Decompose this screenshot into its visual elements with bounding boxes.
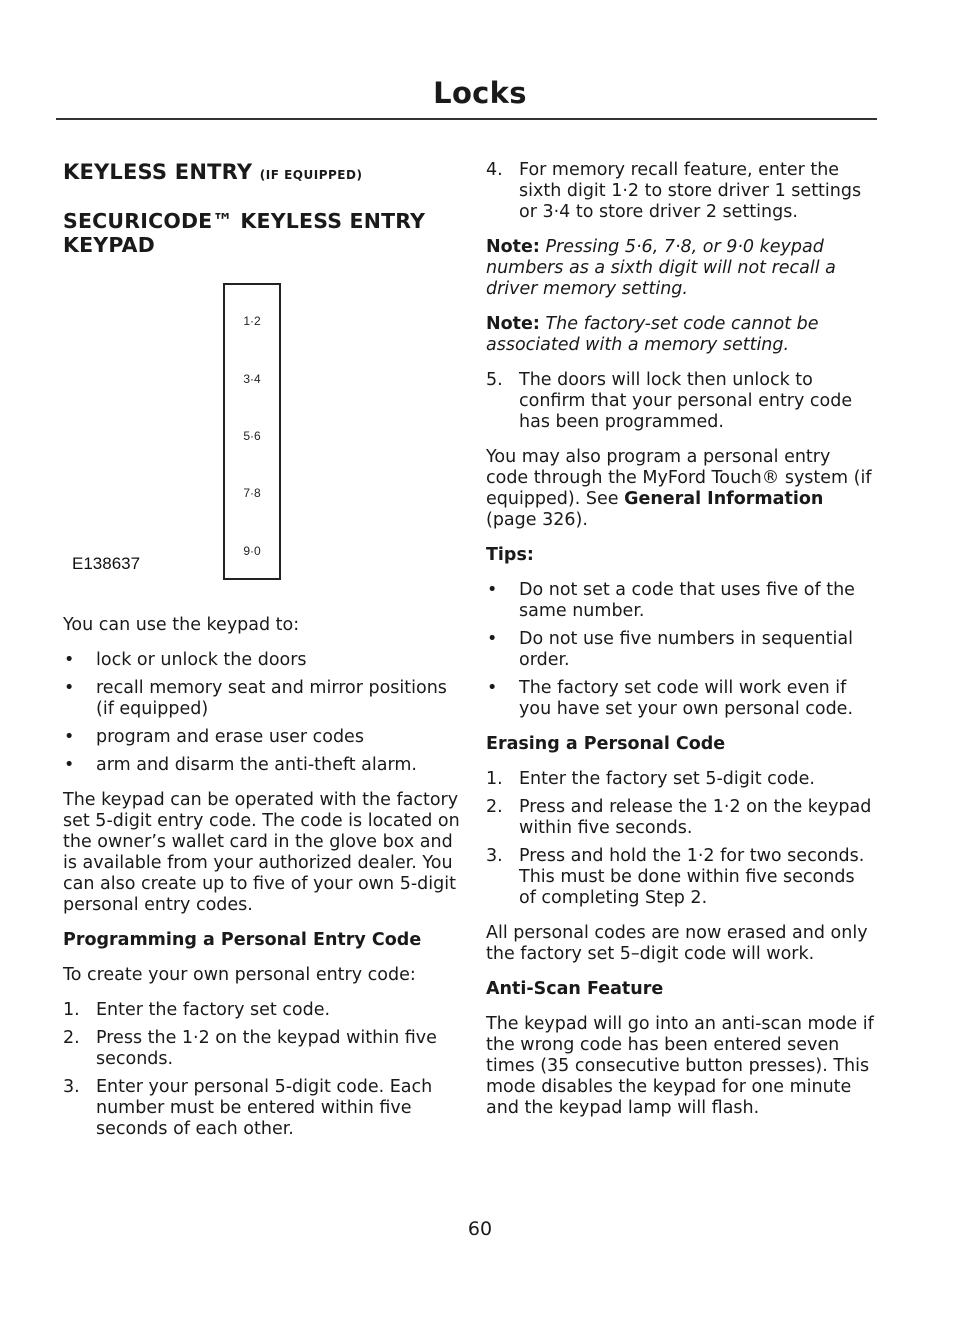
page-number: 60: [467, 1218, 493, 1240]
note-label: Note:: [486, 237, 540, 257]
programming-heading: Programming a Personal Entry Code: [63, 930, 422, 950]
figure-id: E138637: [72, 554, 141, 573]
erasing-heading: Erasing a Personal Code: [486, 734, 726, 754]
keypad-key-3-4: 3·4: [243, 372, 261, 386]
step-text: Enter the factory set code.: [96, 1000, 331, 1020]
step-number: 2.: [63, 1028, 80, 1048]
myford-paragraph: [486, 447, 876, 531]
tips-list: [486, 580, 876, 720]
heading-if-equipped: (IF EQUIPPED): [259, 168, 363, 182]
left-column: [63, 160, 463, 1154]
keypad-key-7-8: 7·8: [243, 486, 261, 500]
section-heading-keyless-entry: [63, 160, 463, 187]
list-item: • Do not set a code that uses five of the same number.: [486, 580, 876, 622]
step-text: For memory recall feature, enter the sixth digit 1·2 to store driver 1 settings or 3·4 to store driver 2 settings.: [519, 160, 862, 222]
list-item: • program and erase user codes: [63, 727, 463, 748]
list-item: • lock or unlock the doors: [63, 650, 463, 671]
note-factory-code: [486, 314, 876, 356]
general-information-link[interactable]: General Information: [624, 489, 824, 509]
factory-code-paragraph: The keypad can be operated with the factory set 5-digit entry code. The code is located on the owner’s wallet card in the glove box and is available from your authorized dealer. You can also create up to five of your own 5-digit personal entry codes.: [63, 790, 460, 915]
step-number: 5.: [486, 370, 503, 390]
note-label: Note:: [486, 314, 540, 334]
list-item: [486, 769, 876, 790]
step-number: 3.: [486, 846, 503, 866]
list-item: [486, 160, 876, 223]
keypad-uses-list: [63, 650, 463, 776]
myford-text: You may also program a personal entry code through the MyFord Touch® system (if equipped). See: [486, 447, 872, 509]
section-heading-securicode: SECURICODE™ KEYLESS ENTRY KEYPAD: [63, 209, 426, 257]
list-item: • recall memory seat and mirror positions (if equipped): [63, 678, 463, 720]
keypad-uses-intro: You can use the keypad to:: [63, 615, 300, 635]
page-reference: (page 326).: [486, 510, 588, 530]
step-number: 4.: [486, 160, 503, 180]
list-item: [63, 1028, 463, 1070]
header-divider: [56, 118, 877, 120]
note-text: The factory-set code cannot be associated with a memory setting.: [486, 314, 819, 355]
keypad-key-5-6: 5·6: [243, 429, 261, 443]
step-text: Enter your personal 5-digit code. Each number must be entered within five seconds of each other.: [96, 1077, 433, 1139]
list-item: • arm and disarm the anti-theft alarm.: [63, 755, 463, 776]
programming-steps: [63, 1000, 463, 1140]
list-item: [63, 1077, 463, 1140]
step-text: Press and hold the 1·2 for two seconds. This must be done within five seconds of completing Step 2.: [519, 846, 865, 908]
keypad-key-1-2: 1·2: [243, 314, 261, 328]
keypad-illustration: [223, 283, 281, 580]
step-text: Enter the factory set 5-digit code.: [519, 769, 815, 789]
erase-result-paragraph: All personal codes are now erased and only the factory set 5–digit code will work.: [486, 923, 868, 964]
list-item: [486, 797, 876, 839]
heading-keyless-entry-text: KEYLESS ENTRY: [63, 160, 253, 184]
programming-steps-final: [486, 370, 876, 433]
step-text: Press and release the 1·2 on the keypad within five seconds.: [519, 797, 872, 838]
step-text: Press the 1·2 on the keypad within five seconds.: [96, 1028, 437, 1069]
list-item: [486, 370, 876, 433]
tips-heading: Tips:: [486, 545, 534, 565]
erasing-steps: [486, 769, 876, 909]
list-item: [486, 846, 876, 909]
note-memory-recall: [486, 237, 876, 300]
step-text: The doors will lock then unlock to confirm that your personal entry code has been programmed.: [519, 370, 853, 432]
list-item: • Do not use five numbers in sequential order.: [486, 629, 876, 671]
list-item: [63, 1000, 463, 1021]
programming-steps-continued: [486, 160, 876, 223]
page-header-title: Locks: [433, 76, 527, 110]
keypad-key-9-0: 9·0: [243, 544, 261, 558]
anti-scan-heading: Anti-Scan Feature: [486, 979, 664, 999]
keypad-figure: [63, 263, 463, 615]
step-number: 1.: [486, 769, 503, 789]
step-number: 1.: [63, 1000, 80, 1020]
programming-intro: To create your own personal entry code:: [63, 965, 416, 985]
note-text: Pressing 5·6, 7·8, or 9·0 keypad numbers as a sixth digit will not recall a driver memory setting.: [486, 237, 836, 299]
step-number: 3.: [63, 1077, 80, 1097]
step-number: 2.: [486, 797, 503, 817]
right-column: [486, 160, 876, 1133]
list-item: • The factory set code will work even if you have set your own personal code.: [486, 678, 876, 720]
anti-scan-paragraph: The keypad will go into an anti-scan mode if the wrong code has been entered seven times (35 consecutive button presses). This mode disables the keypad for one minute and the keypad lamp will flash.: [486, 1014, 874, 1118]
